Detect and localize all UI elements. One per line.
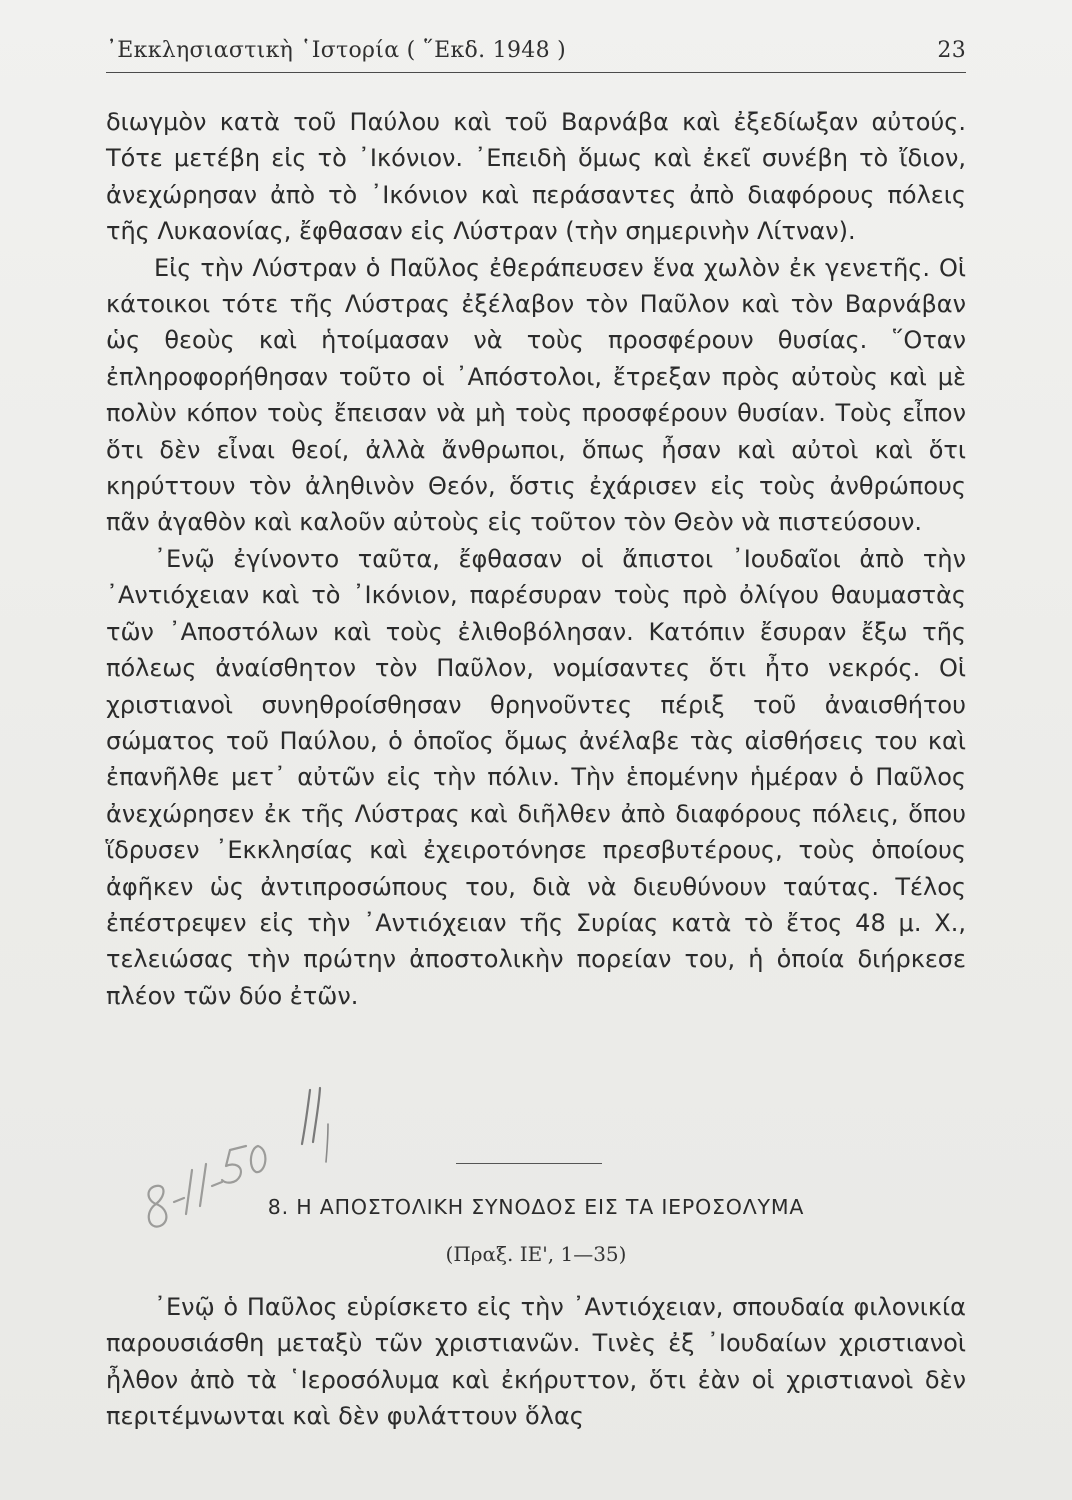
running-head xyxy=(106,36,966,70)
section-heading: 8. Η ΑΠΟΣΤΟΛΙΚΗ ΣΥΝΟΔΟΣ ΕΙΣ ΤΑ ΙΕΡΟΣΟΛΥΜΑ xyxy=(267,1195,805,1219)
section-divider xyxy=(456,1163,602,1164)
main-text xyxy=(106,104,966,1014)
paragraph-2: Εἰς τὴν Λύστραν ὁ Παῦλος ἐθεράπευσεν ἕνα χωλὸν ἐκ γενετῆς. Οἱ κάτοικοι τότε τῆς Λύστρας ἐξέλαβον τὸν Παῦλον καὶ τὸν Βαρνάβαν ὡς θεοὺς καὶ ἡτοίμασαν νὰ τοὺς προσφέρουν θυσίας. ῞Οταν ἐπληροφορήθησαν τοῦτο οἱ ᾽Απόστολοι, ἔτρεξαν πρὸς αὐτοὺς καὶ μὲ πολὺν κόπον τοὺς ἔπεισαν νὰ μὴ τοὺς προσφέρουν θυσίαν. Τοὺς εἶπον ὅτι δὲν εἶναι θεοί, ἀλλὰ ἄνθρωποι, ὅπως ἦσαν καὶ αὐτοὶ καὶ ὅτι κηρύττουν τὸν ἀληθινὸν Θεόν, ὅστις ἐχάρισεν εἰς τοὺς ἀνθρώπους πᾶν ἀγαθὸν καὶ καλοῦν αὐτοὺς εἰς τοῦτον τὸν Θεὸν νὰ πιστεύσουν. xyxy=(106,253,966,537)
page-number: 23 xyxy=(937,38,966,63)
section-paragraph-1: ᾽Ενῷ ὁ Παῦλος εὑρίσκετο εἰς τὴν ᾽Αντιόχειαν, σπουδαία φιλονικία παρουσιάσθη μεταξὺ τῶν χριστιανῶν. Τινὲς ἐξ ᾽Ιουδαίων χριστιανοὶ ἦλθον ἀπὸ τὰ ῾Ιεροσόλυμα καὶ ἐκήρυττον, ὅτι ἐὰν οἱ χριστιανοὶ δὲν περιτέμνωνται καὶ δὲν φυλάττουν ὅλας xyxy=(106,1293,966,1431)
section-text xyxy=(106,1289,966,1435)
paragraph-1: διωγμὸν κατὰ τοῦ Παύλου καὶ τοῦ Βαρνάβα καὶ ἐξεδίωξαν αὐτούς. Τότε μετέβη εἰς τὸ ᾽Ικόνιον. ᾽Επειδὴ ὅμως καὶ ἐκεῖ συνέβη τὸ ἴδιον, ἀνεχώρησαν ἀπὸ τὸ ᾽Ικόνιον καὶ περάσαντες ἀπὸ διαφόρους πόλεις τῆς Λυκαονίας, ἔφθασαν εἰς Λύστραν (τὴν σημερινὴν Λίτναν). xyxy=(106,108,966,246)
section-reference: (Πραξ. ΙΕ', 1—35) xyxy=(445,1242,627,1266)
handwritten-mark xyxy=(298,1084,338,1164)
running-head-title: ᾽Εκκλησιαστικὴ ῾Ιστορία ( ῞Εκδ. 1948 ) xyxy=(106,38,567,63)
header-rule xyxy=(106,72,966,73)
paragraph-3: ᾽Ενῷ ἐγίνοντο ταῦτα, ἔφθασαν οἱ ἄπιστοι ᾽Ιουδαῖοι ἀπὸ τὴν ᾽Αντιόχειαν καὶ τὸ ᾽Ικόνιον, παρέσυραν τοὺς πρὸ ὀλίγου θαυμαστὰς τῶν ᾽Αποστόλων καὶ τοὺς ἐλιθοβόλησαν. Κατόπιν ἔσυραν ἔξω τῆς πόλεως ἀναίσθητον τὸν Παῦλον, νομίσαντες ὅτι ἦτο νεκρός. Οἱ χριστιανοὶ συνηθροίσθησαν θρηνοῦντες πέριξ τοῦ ἀναισθήτου σώματος τοῦ Παύλου, ὁ ὁποῖος ὅμως ἀνέλαβε τὰς αἰσθήσεις του καὶ ἐπανῆλθε μετ᾽ αὐτῶν εἰς τὴν πόλιν. Τὴν ἑπομένην ἡμέραν ὁ Παῦλος ἀνεχώρησεν ἐκ τῆς Λύστρας καὶ διῆλθεν ἀπὸ διαφόρους πόλεις, ὅπου ἵδρυσεν ᾽Εκκλησίας καὶ ἐχειροτόνησε πρεσβυτέρους, τοὺς ὁποίους ἀφῆκεν ὡς ἀντιπροσώπους του, διὰ νὰ διευθύνουν ταύτας. Τέλος ἐπέστρεψεν εἰς τὴν ᾽Αντιόχειαν τῆς Συρίας κατὰ τὸ ἔτος 48 μ. Χ., τελειώσας τὴν πρώτην ἀποστολικὴν πορείαν του, ἡ ὁποία διήρκεσε πλέον τῶν δύο ἐτῶν. xyxy=(106,544,966,1010)
